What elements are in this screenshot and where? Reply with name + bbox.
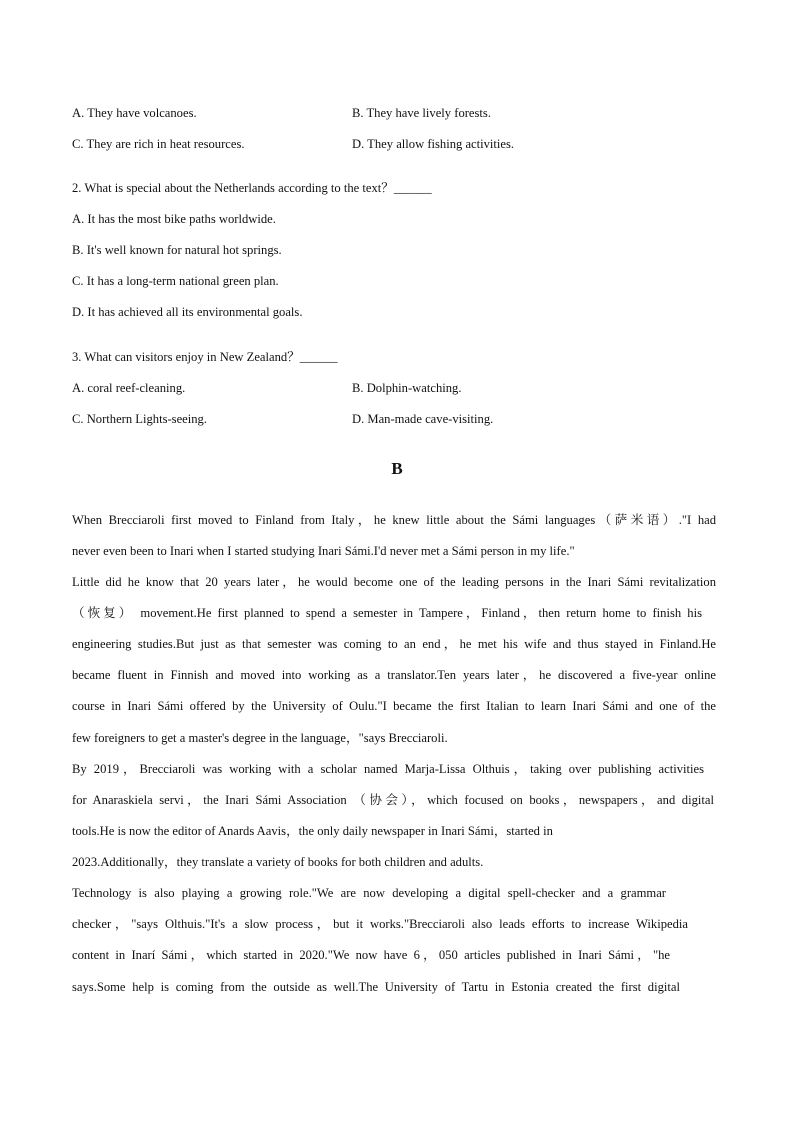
q3-option-d: D. Man-made cave-visiting.: [352, 412, 494, 426]
q1-option-d: D. They allow fishing activities.: [352, 137, 515, 151]
q2-option-d: D. It has achieved all its environmental goals.: [72, 305, 303, 319]
passage-line: content in Inarí Sámi，which started in 2020."We now have 6，050 articles published in Inari Sámi，"he: [72, 948, 670, 962]
q3-option-a: A. coral reef-cleaning.: [72, 381, 186, 395]
q1-option-b: B. They have lively forests.: [352, 106, 491, 120]
passage-line: Technology is also playing a growing role."We are now developing a digital spell-checker and a grammar: [72, 886, 666, 900]
q2-option-c: C. It has a long-term national green plan.: [72, 274, 279, 288]
section-heading: B: [391, 459, 403, 478]
q2-option-b: B. It's well known for natural hot springs.: [72, 243, 282, 257]
passage-line: 2023.Additionally，they translate a variety of books for both children and adults.: [72, 855, 484, 869]
passage-line: few foreigners to get a master's degree in the language，"says Brecciaroli.: [72, 731, 448, 745]
passage-line: When Brecciaroli first moved to Finland from Italy，he knew little about the Sámi languages（萨米语）."I had: [72, 513, 716, 527]
passage-line: became fluent in Finnish and moved into working as a translator.Ten years later，he discovered a five-year online: [72, 668, 716, 682]
passage-line: for Anaraskiela servi，the Inari Sámi Association （协会），which focused on books，newspapers，and digital: [72, 793, 714, 807]
passage-line: tools.He is now the editor of Anards Aavis，the only daily newspaper in Inari Sámi，started in: [72, 824, 553, 838]
passage-line: says.Some help is coming from the outside as well.The University of Tartu in Estonia created the first digital: [72, 980, 680, 994]
passage-line: checker，"says Olthuis."It's a slow process，but it works."Brecciaroli also leads efforts to increase Wikipedia: [72, 917, 688, 931]
q1-option-c: C. They are rich in heat resources.: [72, 137, 245, 151]
passage-line: （恢复） movement.He first planned to spend a semester in Tampere，Finland，then return home to finish his: [72, 606, 702, 620]
passage-line: Little did he know that 20 years later，he would become one of the leading persons in the Inari Sámi revitalization: [72, 575, 716, 589]
q2-question: 2. What is special about the Netherlands according to the text？______: [72, 181, 432, 195]
passage-line: engineering studies.But just as that semester was coming to an end，he met his wife and thus stayed in Finland.He: [72, 637, 716, 651]
q1-option-a: A. They have volcanoes.: [72, 106, 197, 120]
q3-option-b: B. Dolphin-watching.: [352, 381, 462, 395]
q3-option-c: C. Northern Lights-seeing.: [72, 412, 208, 426]
passage-line: never even been to Inari when I started studying Inari Sámi.I'd never met a Sámi person in my life.": [72, 544, 575, 558]
passage-line: By 2019，Brecciaroli was working with a scholar named Marja-Lissa Olthuis，taking over publishing activities: [72, 762, 704, 776]
q3-question: 3. What can visitors enjoy in New Zealand？______: [72, 350, 338, 364]
passage-line: course in Inari Sámi offered by the University of Oulu."I became the first Italian to learn Inari Sámi and one of the: [72, 699, 716, 713]
q2-option-a: A. It has the most bike paths worldwide.: [72, 212, 276, 226]
